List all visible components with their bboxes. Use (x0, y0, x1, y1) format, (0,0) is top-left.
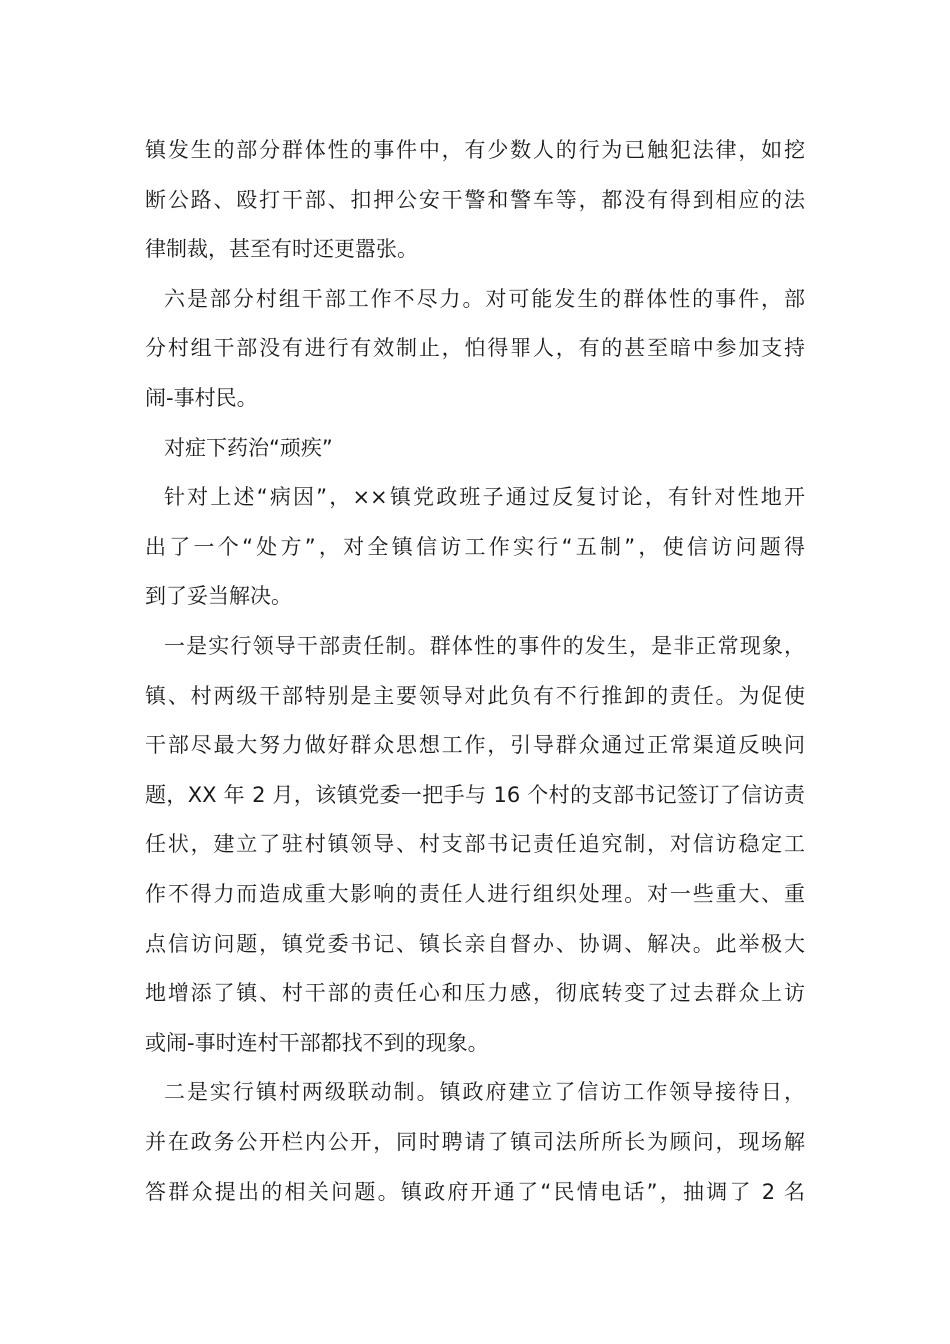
text-line: 镇发生的部分群体性的事件中，有少数人的行为已触犯法律，如挖 (145, 138, 805, 162)
text-line: 干部尽最大努力做好群众思想工作，引导群众通过正常渠道反映问 (145, 733, 805, 758)
text-line: 题，XX 年 2 月，该镇党委一把手与 16 个村的支部书记签订了信访责 (145, 782, 805, 807)
text-line: 对症下药治“顽疾” (164, 435, 333, 460)
text-line: 镇、村两级干部特别是主要领导对此负有不行推卸的责任。为促使 (145, 683, 805, 708)
text-line: 二是实行镇村两级联动制。镇政府建立了信访工作领导接待日， (164, 1080, 805, 1105)
text-line: 地增添了镇、村干部的责任心和压力感，彻底转变了过去群众上访 (145, 981, 805, 1006)
text-line: 到了妥当解决。 (145, 584, 292, 609)
text-line: 律制裁，甚至有时还更嚣张。 (145, 237, 418, 262)
text-line: 并在政务公开栏内公开，同时聘请了镇司法所所长为顾问，现场解 (145, 1130, 805, 1154)
text-line: 六是部分村组干部工作不尽力。对可能发生的群体性的事件，部 (164, 286, 805, 311)
text-line: 闹-事村民。 (145, 386, 258, 410)
text-line: 任状，建立了驻村镇领导、村支部书记责任追究制，对信访稳定工 (145, 832, 805, 857)
text-line: 或闹-事时连村干部都找不到的现象。 (145, 1030, 489, 1055)
text-line: 断公路、殴打干部、扣押公安干警和警车等，都没有得到相应的法 (145, 187, 805, 212)
text-line: 作不得力而造成重大影响的责任人进行组织处理。对一些重大、重 (145, 882, 805, 906)
text-line: 点信访问题，镇党委书记、镇长亲自督办、协调、解决。此举极大 (145, 931, 805, 956)
text-line: 一是实行领导干部责任制。群体性的事件的发生，是非正常现象， (164, 634, 805, 658)
text-line: 针对上述“病因”，××镇党政班子通过反复讨论，有针对性地开 (164, 485, 805, 510)
text-line: 出了一个“处方”，对全镇信访工作实行“五制”，使信访问题得 (145, 534, 805, 559)
text-line: 分村组干部没有进行有效制止，怕得罪人，有的甚至暗中参加支持 (145, 336, 805, 361)
text-line: 答群众提出的相关问题。镇政府开通了“民情电话”，抽调了 2 名 (145, 1179, 805, 1204)
